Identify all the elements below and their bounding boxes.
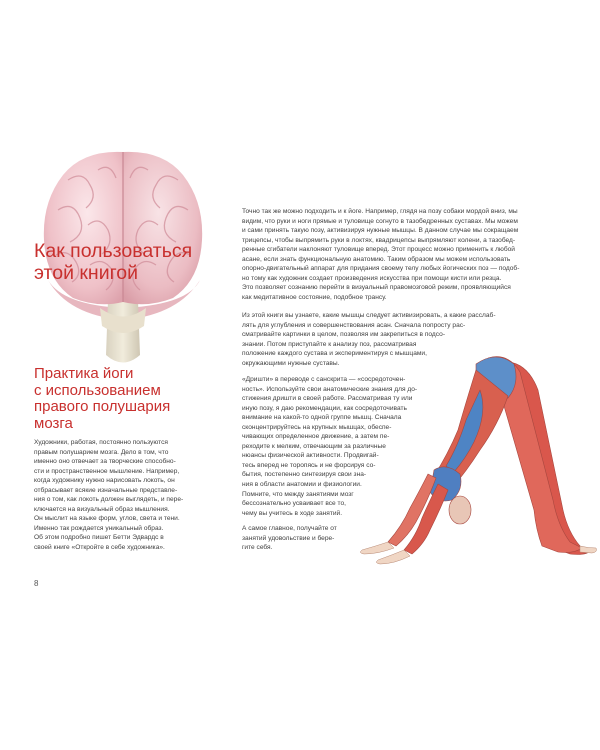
- text-line: внимание на какой-то одной группе мышц. Сначала: [242, 414, 402, 422]
- text-line: бытия, постепенно синтезируя свои зна-: [242, 471, 367, 479]
- section-heading-line-1: Практика йоги: [34, 365, 134, 382]
- text-line: окружающими нужные суставы.: [242, 359, 340, 367]
- text-line: как медитативное состояние, подобное трансу.: [242, 293, 387, 301]
- section-heading-line-3: правого полушария: [34, 398, 171, 415]
- text-line: именно оно отвечает за творческие способно-: [34, 458, 176, 466]
- text-line: ренные сгибатели наклоняют туловище вперед. Этот процесс можно применить к любой: [242, 246, 515, 254]
- text-line: стижения дришти в своей работе. Рассматривая ту или: [242, 395, 413, 403]
- text-line: Именно так рождается уникальный образ.: [34, 524, 164, 532]
- text-line: лять для углубления и совершенствования асан. Сначала попросту рас-: [242, 321, 466, 329]
- right-paragraph-4: [242, 524, 337, 553]
- section-heading: [34, 366, 224, 432]
- text-line: Он мыслит на языке форм, углов, света и тени.: [34, 515, 180, 523]
- text-line: Помните, что между занятиями мозг: [242, 490, 354, 498]
- text-line: чему вы учитесь в ходе занятий.: [242, 509, 343, 517]
- text-line: сматривайте картинки в целом, позволяя им закрепиться в подсо-: [242, 331, 446, 339]
- chapter-title-line-2: этой книгой: [34, 262, 139, 284]
- text-line: знании. Потом приступайте к анализу поз, рассматривая: [242, 340, 417, 348]
- text-line: Художники, работая, постоянно пользуются: [34, 439, 168, 446]
- section-heading-line-4: мозга: [34, 414, 73, 432]
- text-line: правым полушарием мозга. Дело в том, что: [34, 448, 169, 456]
- text-line: А самое главное, получайте от: [242, 525, 337, 532]
- right-paragraph-1: [242, 207, 519, 302]
- text-line: нюансы физической активности. Продвигай-: [242, 452, 379, 460]
- text-line: отбрасывает всякие изначальные представле-: [34, 486, 178, 494]
- text-line: и сами принять такую позу, активизируя нужные мышцы. В данном случае мы сокращаем: [242, 227, 519, 235]
- text-line: гите себя.: [242, 544, 273, 552]
- text-line: Точно так же можно подходить и к йоге. Например, глядя на позу собаки мордой вниз, мы: [242, 208, 518, 215]
- text-line: «Дришти» в переводе с санскрита — «сосредоточен-: [242, 376, 406, 383]
- text-line: ния в области анатомии и физиологии.: [242, 481, 362, 489]
- text-line: положение каждого сустава и экспериментируя с мышцами,: [242, 350, 427, 358]
- yoga-anatomy-figure: [348, 350, 600, 565]
- text-line: реходите к мелким, отвечающим за различные: [242, 442, 386, 450]
- text-line: ключается на визуальный образ мышления.: [34, 505, 170, 513]
- text-line: сти и пространственное мышление. Например,: [34, 467, 180, 475]
- text-line: иную позу, я даю рекомендации, как сосредоточивать: [242, 404, 407, 412]
- text-line: асане, если знать функциональную анатомию. Таким образом мы можем использовать: [242, 255, 511, 263]
- text-line: бессознательно усваивает все то,: [242, 500, 346, 508]
- chapter-title-line-1: Как пользоваться: [34, 240, 193, 262]
- text-line: чивающих определенное движение, а затем пе-: [242, 433, 390, 441]
- text-line: трицепсы, чтобы выпрямить руки в локтях, квадрицепсы выпрямляют колени, а тазобед-: [242, 236, 516, 244]
- text-line: ния о том, как локоть должен выглядеть, и пере-: [34, 496, 184, 504]
- text-line: но тому как художник создает произведения искусства при помощи кисти или резца.: [242, 274, 502, 282]
- left-paragraph: [34, 438, 183, 553]
- text-line: тесь вперед не торопясь и не форсируя со-: [242, 461, 376, 469]
- text-line: когда художнику нужно нарисовать локоть, он: [34, 477, 175, 485]
- text-line: Это позволяет сознанию перейти в визуальный правомозговой режим, проявляющийся: [242, 284, 511, 292]
- text-line: Из этой книги вы узнаете, какие мышцы следует активизировать, а какие расслаб-: [242, 312, 496, 319]
- section-heading-line-2: с использованием: [34, 381, 161, 399]
- text-line: занятий удовольствие и бере-: [242, 534, 335, 542]
- text-line: Об этом подробно пишет Бетти Эдвардс в: [34, 534, 164, 542]
- text-line: ность». Используйте свои анатомические знания для до-: [242, 385, 418, 393]
- text-line: опорно-двигательный аппарат для придания своему телу любых йогических поз — подоб-: [242, 265, 520, 273]
- page-number: 8: [34, 579, 39, 588]
- text-line: сконцентрируйтесь на крупных мышцах, обеспе-: [242, 423, 392, 431]
- text-line: своей книге «Откройте в себе художника».: [34, 544, 165, 552]
- chapter-title: [34, 240, 224, 284]
- text-line: видим, что руки и ноги прямые и туловище согнуто в тазобедренных суставах. Мы можем: [242, 217, 518, 225]
